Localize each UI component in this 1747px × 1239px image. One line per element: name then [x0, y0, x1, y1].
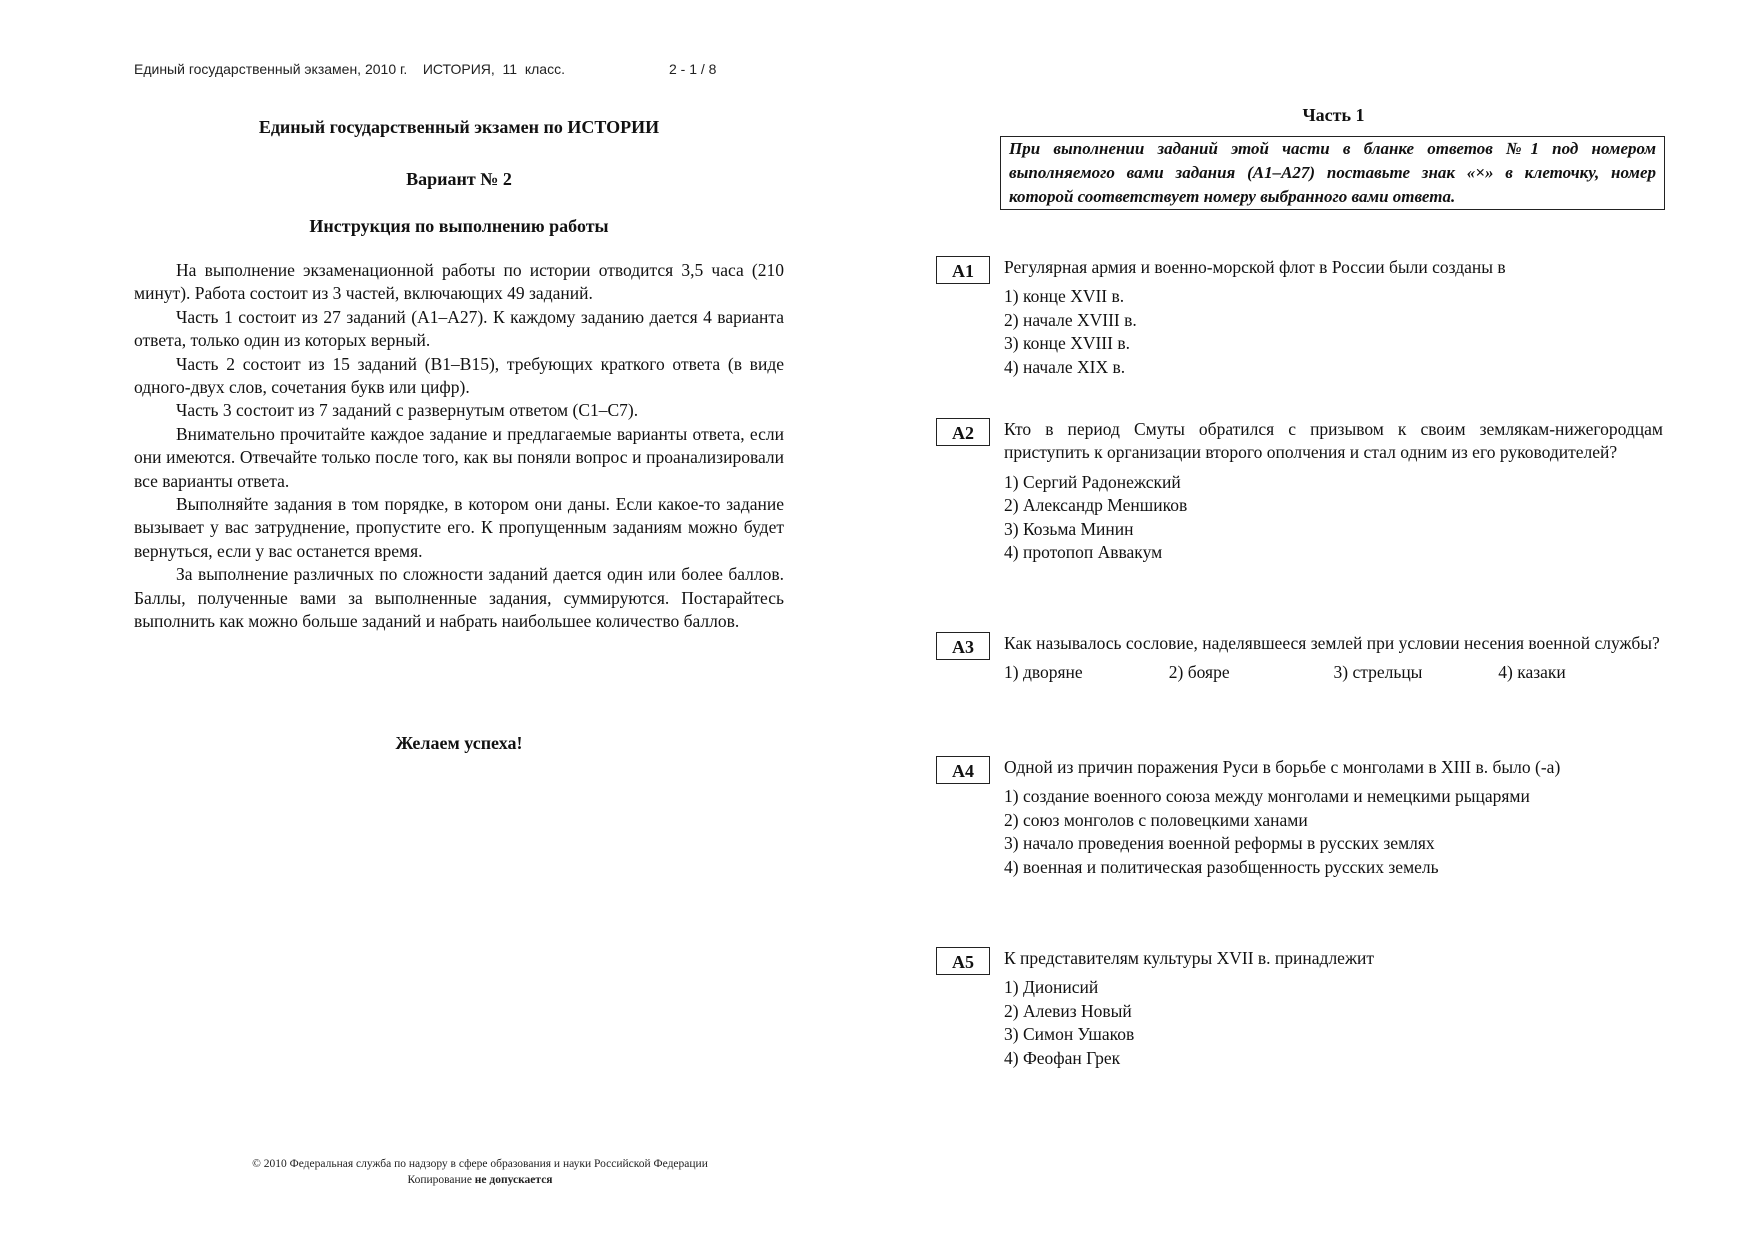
instruction-paragraph: Часть 3 состоит из 7 заданий с развернутым ответом (С1–С7). [176, 400, 639, 421]
exam-title: Единый государственный экзамен по ИСТОРИИ [258, 117, 660, 137]
answer-option: 2) начале XVIII в. [1004, 309, 1137, 330]
copyright-footer [180, 1156, 780, 1188]
header-text: Единый государственный экзамен, 2010 г. ИСТОРИЯ, 11 класс. [134, 61, 565, 77]
part-title: Часть 1 [1302, 105, 1365, 125]
answer-option: 1) Сергий Радонежский [1004, 471, 1181, 492]
answer-options [1004, 285, 1663, 379]
instruction-paragraph: Выполняйте задания в том порядке, в котором они даны. Если какое-то задание вызывает у вас затруднение, пропустите его. К пропущенным заданиям можно будет вернуться, если у вас останется время. [134, 494, 784, 561]
answer-option: 2) союз монголов с половецкими ханами [1004, 809, 1308, 830]
answer-option: 2) Алевиз Новый [1004, 1000, 1132, 1021]
task-question: Как называлось сословие, наделявшееся землей при условии несения военной службы? [1004, 633, 1660, 653]
answer-option: 4) Феофан Грек [1004, 1047, 1121, 1068]
answer-options [1004, 661, 1663, 684]
answer-option: 3) начало проведения военной реформы в русских землях [1004, 833, 1435, 854]
answer-option: 3) Козьма Минин [1004, 518, 1134, 539]
answer-option: 1) Дионисий [1004, 977, 1099, 998]
instruction-paragraph: Внимательно прочитайте каждое задание и предлагаемые варианты ответа, если они имеются. Отвечайте только после того, как вы поняли вопрос и проанализировали все варианты ответа. [134, 423, 784, 491]
task-a5 [936, 947, 1663, 1070]
answer-option: 4) начале XIX в. [1004, 356, 1126, 377]
page-number: 2 - 1 / 8 [669, 61, 717, 77]
answer-option: 2) бояре [1168, 662, 1230, 683]
wish-text: Желаем успеха! [395, 733, 523, 753]
instruction-box: При выполнении заданий этой части в бланке ответов №1 под номером выполняемого вами задания (А1–А27) поставьте знак «×» в клеточку, номер которой соответствует номеру выбранного вами ответа. [1000, 136, 1665, 210]
copyright-line: © 2010 Федеральная служба по надзору в сфере образования и науки Российской Федерации [252, 1158, 708, 1170]
instruction-paragraph: За выполнение различных по сложности заданий дается один или более баллов. Баллы, полученные вами за выполненные задания, суммируются. Постарайтесь выполнить как можно больше заданий и набрать наибольшее количество баллов. [134, 564, 784, 632]
answer-option: 4) казаки [1498, 662, 1566, 683]
task-a4 [936, 756, 1663, 879]
instruction-title: Инструкция по выполнению работы [309, 216, 609, 236]
task-number: А5 [936, 947, 990, 975]
task-question: Кто в период Смуты обратился с призывом к своим землякам-нижегородцам приступить к организации второго ополчения и стал одним из его руководителей? [1004, 419, 1663, 463]
task-a2 [936, 418, 1663, 564]
answer-option: 1) дворяне [1004, 662, 1083, 683]
answer-option: 1) конце XVII в. [1004, 286, 1125, 307]
task-question: К представителям культуры XVII в. принадлежит [1004, 948, 1375, 968]
answer-option: 3) конце XVIII в. [1004, 333, 1130, 354]
answer-options [1004, 976, 1663, 1070]
task-question: Регулярная армия и военно-морской флот в России были созданы в [1004, 257, 1506, 277]
instruction-paragraph: На выполнение экзаменационной работы по истории отводится 3,5 часа (210 минут). Работа состоит из 3 частей, включающих 49 заданий. [134, 260, 784, 304]
task-number: А4 [936, 756, 990, 784]
answer-option: 2) Александр Меншиков [1004, 495, 1188, 516]
task-number: А2 [936, 418, 990, 446]
variant-title: Вариант № 2 [406, 169, 512, 189]
task-number: А1 [936, 256, 990, 284]
answer-option: 4) военная и политическая разобщенность русских земель [1004, 856, 1439, 877]
answer-option: 4) протопоп Аввакум [1004, 542, 1163, 563]
instruction-paragraph: Часть 1 состоит из 27 заданий (А1–А27). К каждому заданию дается 4 варианта ответа, только один из которых верный. [134, 306, 784, 351]
answer-options [1004, 785, 1663, 879]
instruction-paragraph: Часть 2 состоит из 15 заданий (В1–В15), требующих краткого ответа (в виде одного-двух слов, сочетания букв или цифр). [134, 353, 784, 398]
answer-option: 1) создание военного союза между монголами и немецкими рыцарями [1004, 786, 1530, 807]
task-number: А3 [936, 632, 990, 660]
copying-notice: Копирование не допускается [407, 1174, 553, 1186]
answer-options [1004, 471, 1663, 565]
task-question: Одной из причин поражения Руси в борьбе с монголами в XIII в. было (-а) [1004, 757, 1561, 777]
page-header [134, 61, 717, 77]
answer-option: 3) стрельцы [1333, 662, 1423, 683]
answer-option: 3) Симон Ушаков [1004, 1024, 1135, 1045]
task-a3 [936, 632, 1663, 685]
task-a1 [936, 256, 1663, 379]
instruction-text [134, 259, 784, 634]
